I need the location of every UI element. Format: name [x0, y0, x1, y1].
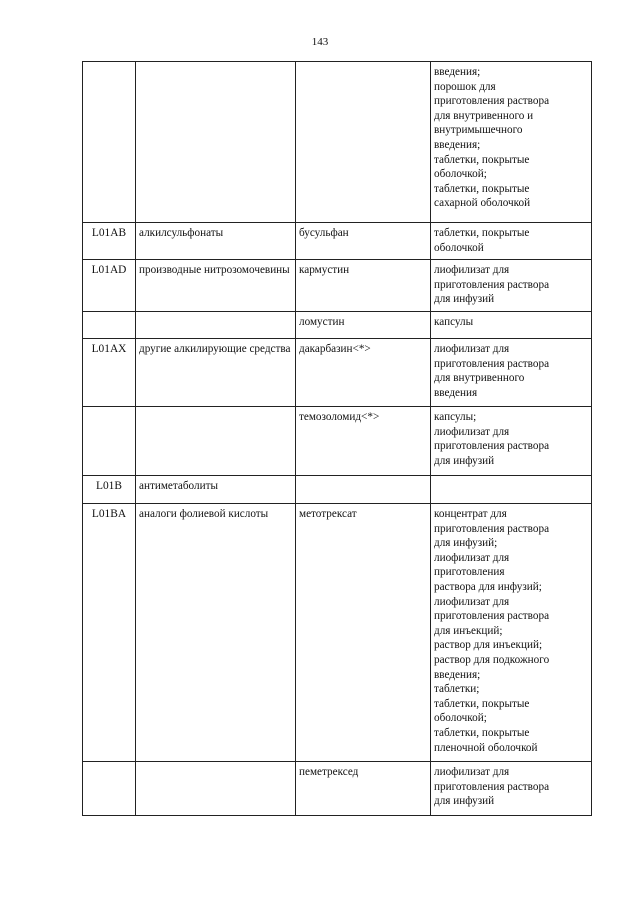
atc-code-cell — [83, 762, 136, 816]
dosage-form-line: для внутривенного — [434, 372, 525, 385]
dosage-form-line: введения; — [434, 66, 481, 78]
dosage-form-line: внутримышечного — [434, 124, 523, 137]
page-number: 143 — [311, 36, 329, 48]
dosage-form-line: оболочкой — [434, 241, 484, 254]
dosage-form-line: лиофилизат для — [434, 766, 510, 778]
group-name-cell — [136, 762, 296, 816]
table-row — [83, 762, 592, 816]
drug-name-cell: дакарбазин<*> — [296, 339, 431, 407]
table-row — [83, 223, 592, 260]
dosage-form-line: раствор для инъекций; — [434, 639, 543, 652]
drug-name-cell — [296, 62, 431, 223]
dosage-form-line: пленочной оболочкой — [434, 741, 538, 754]
table-row — [83, 62, 592, 223]
dosage-form-line: капсулы; — [434, 411, 477, 423]
drug-table — [82, 61, 592, 816]
dosage-forms-cell — [431, 407, 592, 476]
atc-code-cell: L01AD — [83, 260, 136, 312]
dosage-form-line: введения; — [434, 138, 481, 151]
atc-code-cell: L01AX — [83, 339, 136, 407]
table-row — [83, 407, 592, 476]
group-name-cell — [136, 312, 296, 339]
dosage-form-line: приготовления раствора — [434, 278, 550, 291]
atc-code-cell: L01AB — [83, 223, 136, 260]
group-name-cell: другие алкилирующие средства — [136, 339, 296, 407]
dosage-form-line: для инфузий; — [434, 537, 498, 550]
dosage-form-line: для внутривенного и — [434, 109, 534, 122]
table-row — [83, 260, 592, 312]
group-name-cell: производные нитрозомочевины — [136, 260, 296, 312]
dosage-form-line: для инфузий — [434, 795, 495, 808]
dosage-form-line: оболочкой; — [434, 712, 487, 725]
group-name-cell: алкилсульфонаты — [136, 223, 296, 260]
dosage-form-line: приготовления раствора — [434, 610, 550, 623]
dosage-form-line: капсулы — [434, 316, 474, 328]
dosage-form-line: введения; — [434, 668, 481, 681]
dosage-form-line: лиофилизат для — [434, 343, 510, 355]
dosage-form-line: раствор для подкожного — [434, 653, 550, 666]
dosage-forms-cell — [431, 312, 592, 339]
group-name-cell — [136, 62, 296, 223]
dosage-forms-cell — [431, 62, 592, 223]
dosage-form-line: приготовления — [434, 566, 505, 579]
drug-name-cell: метотрексат — [296, 504, 431, 762]
dosage-form-line: приготовления раствора — [434, 440, 550, 453]
table-row — [83, 339, 592, 407]
table-row — [83, 476, 592, 504]
dosage-form-line: таблетки, покрытые — [434, 227, 530, 239]
dosage-form-line: таблетки, покрытые — [434, 697, 530, 710]
dosage-form-line: приготовления раствора — [434, 357, 550, 370]
dosage-form-line: приготовления раствора — [434, 95, 550, 108]
dosage-form-line: лиофилизат для — [434, 264, 510, 276]
dosage-form-line: приготовления раствора — [434, 522, 550, 535]
drug-name-cell: кармустин — [296, 260, 431, 312]
group-name-cell — [136, 407, 296, 476]
drug-name-cell: пеметрексед — [296, 762, 431, 816]
drug-name-cell: ломустин — [296, 312, 431, 339]
atc-code-cell — [83, 312, 136, 339]
dosage-form-line: таблетки, покрытые — [434, 182, 530, 195]
dosage-form-line: лиофилизат для — [434, 595, 510, 608]
dosage-forms-cell — [431, 762, 592, 816]
dosage-form-line: лиофилизат для — [434, 425, 510, 438]
dosage-form-line: приготовления раствора — [434, 780, 550, 793]
dosage-form-line: оболочкой; — [434, 168, 487, 181]
dosage-form-line: для инфузий — [434, 293, 495, 306]
drug-name-cell — [296, 476, 431, 504]
dosage-forms-cell — [431, 476, 592, 504]
dosage-form-line: для инфузий — [434, 454, 495, 467]
dosage-form-line: сахарной оболочкой — [434, 197, 531, 210]
dosage-forms-cell — [431, 260, 592, 312]
dosage-form-line: введения — [434, 386, 478, 399]
dosage-forms-cell — [431, 504, 592, 762]
dosage-forms-cell — [431, 339, 592, 407]
group-name-cell: аналоги фолиевой кислоты — [136, 504, 296, 762]
dosage-form-line: раствора для инфузий; — [434, 580, 542, 593]
drug-name-cell: бусульфан — [296, 223, 431, 260]
dosage-form-line: таблетки; — [434, 683, 480, 696]
table-row — [83, 312, 592, 339]
drug-name-cell: темозоломид<*> — [296, 407, 431, 476]
dosage-form-line: концентрат для — [434, 508, 507, 520]
dosage-form-line: для инъекций; — [434, 624, 503, 637]
table-body — [83, 62, 592, 816]
atc-code-cell: L01BA — [83, 504, 136, 762]
dosage-form-line: лиофилизат для — [434, 551, 510, 564]
group-name-cell: антиметаболиты — [136, 476, 296, 504]
atc-code-cell — [83, 407, 136, 476]
dosage-form-line: порошок для — [434, 80, 496, 93]
table-row — [83, 504, 592, 762]
dosage-forms-cell — [431, 223, 592, 260]
dosage-form-line: таблетки, покрытые — [434, 726, 530, 739]
dosage-form-line: таблетки, покрытые — [434, 153, 530, 166]
atc-code-cell: L01B — [83, 476, 136, 504]
atc-code-cell — [83, 62, 136, 223]
